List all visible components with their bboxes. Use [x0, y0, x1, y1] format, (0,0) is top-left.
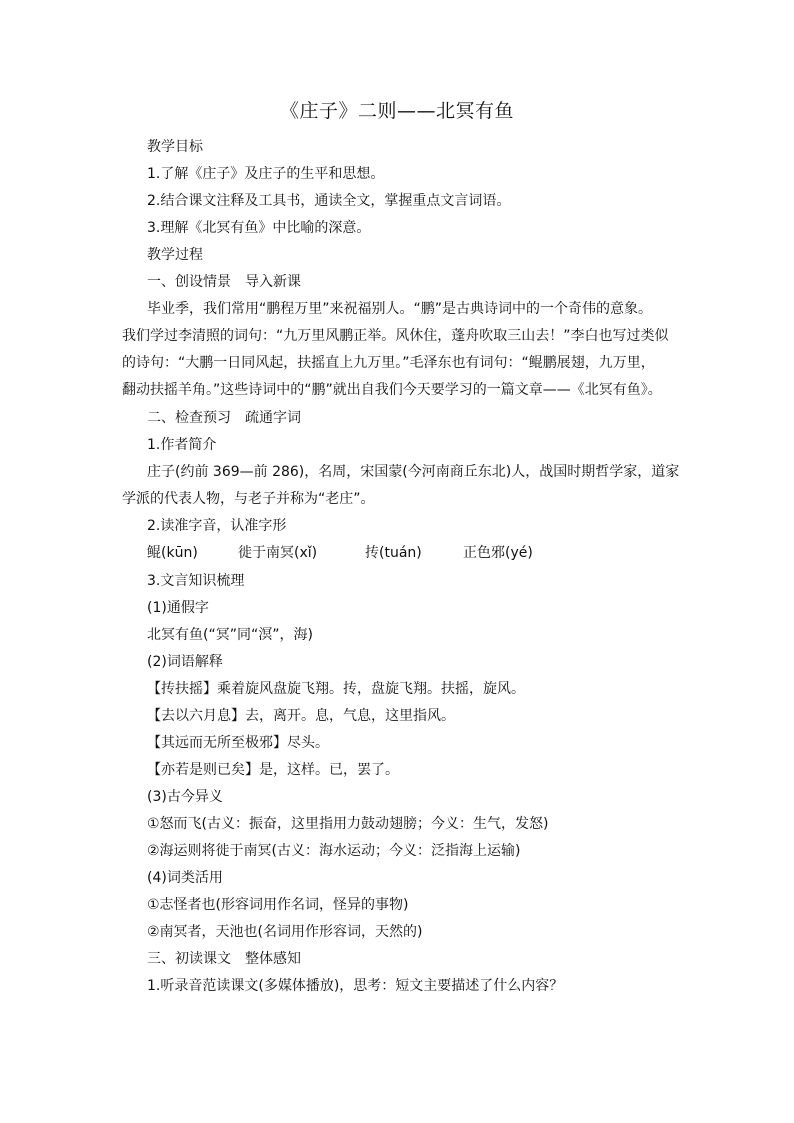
author-paragraph-line: 庄子(约前 369—前 286)，名周，宋国蒙(今河南商丘东北)人，战国时期哲学家，道家: [147, 464, 680, 480]
pronunciation-item: 正色邪(yé): [463, 545, 533, 561]
section1-heading: 一、创设情景 导入新课: [147, 274, 301, 290]
objectives-heading: 教学目标: [147, 139, 203, 155]
tongjia-heading: (1)通假字: [147, 600, 209, 616]
cici-item: 【其远而无所至极邪】尽头。: [147, 735, 329, 751]
pronunciation-item: 鲲(kūn): [147, 545, 198, 561]
process-heading: 教学过程: [147, 247, 203, 263]
cilei-item: ②南冥者，天池也(名词用作形容词，天然的): [147, 924, 423, 940]
section3-item-1: 1.听录音范读课文(多媒体播放)，思考：短文主要描述了什么内容？: [147, 978, 564, 994]
document-title: 《庄子》二则——北冥有鱼: [279, 100, 514, 122]
gujin-item: ②海运则将徙于南冥(古义：海水运动；今义：泛指海上运输): [147, 843, 521, 859]
gujin-item: ①怒而飞(古义：振奋，这里指用力鼓动翅膀；今义：生气，发怒): [147, 816, 549, 832]
pronunciation-heading: 2.读准字音，认准字形: [147, 518, 287, 534]
author-heading: 1.作者简介: [147, 437, 217, 453]
objective-item-1: 1.了解《庄子》及庄子的生平和思想。: [147, 166, 385, 182]
pronunciation-item: 徙于南冥(xǐ): [238, 545, 318, 561]
cici-item: 【亦若是则已矣】是，这样。已，罢了。: [147, 762, 399, 778]
intro-paragraph-line: 的诗句：“大鹏一日同风起，扶摇直上九万里。”毛泽东也有词句：“鲲鹏展翅，九万里，: [122, 355, 655, 371]
gujin-heading: (3)古今异义: [147, 789, 223, 805]
objective-item-3: 3.理解《北冥有鱼》中比喻的深意。: [147, 220, 371, 236]
cilei-item: ①志怪者也(形容词用作名词，怪异的事物): [147, 897, 409, 913]
intro-paragraph-line: 毕业季，我们常用“鹏程万里”来祝福别人。“鹏”是古典诗词中的一个奇伟的意象。: [147, 301, 653, 317]
section3-heading: 三、初读课文 整体感知: [147, 951, 301, 967]
intro-paragraph-line: 我们学过李清照的词句：“九万里风鹏正举。风休住，蓬舟吹取三山去！”李白也写过类似: [122, 328, 669, 344]
classical-heading: 3.文言知识梳理: [147, 573, 245, 589]
author-paragraph-line: 学派的代表人物，与老子并称为“老庄”。: [122, 491, 375, 507]
cici-heading: (2)词语解释: [147, 654, 223, 670]
pronunciation-item: 抟(tuán): [365, 545, 422, 561]
objective-item-2: 2.结合课文注释及工具书，通读全文，掌握重点文言词语。: [147, 193, 511, 209]
intro-paragraph-line: 翻动扶摇羊角。”这些诗词中的“鹏”就出自我们今天要学习的一篇文章——《北冥有鱼》。: [122, 382, 662, 398]
cici-item: 【去以六月息】去，离开。息，气息，这里指风。: [147, 708, 455, 724]
tongjia-item: 北冥有鱼(“冥”同“溟”，海): [147, 627, 313, 643]
cilei-heading: (4)词类活用: [147, 870, 223, 886]
cici-item: 【抟扶摇】乘着旋风盘旋飞翔。抟，盘旋飞翔。扶摇，旋风。: [147, 681, 525, 697]
section2-heading: 二、检查预习 疏通字词: [147, 410, 301, 426]
